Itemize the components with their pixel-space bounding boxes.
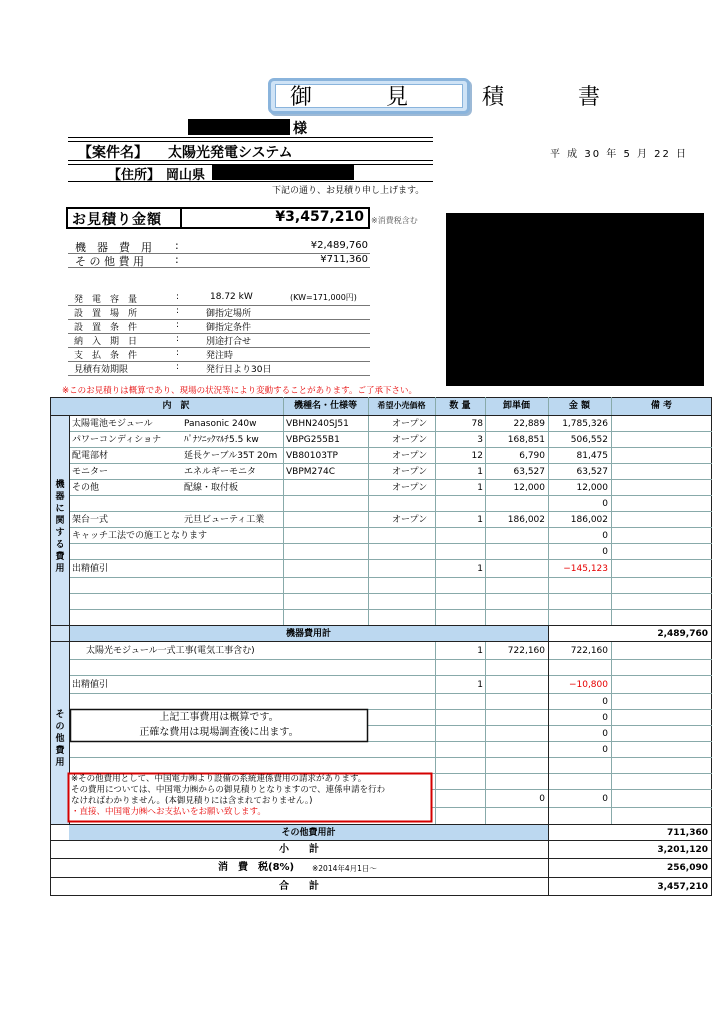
project-label: 【案件名】 <box>78 145 148 161</box>
row-amount: 1,785,326 <box>562 419 608 429</box>
row-amount: 0 <box>602 499 608 509</box>
other-total-label: その他費用計 <box>281 828 336 838</box>
redacted-recipient <box>188 119 290 135</box>
row-qty: 1 <box>477 467 483 477</box>
row-spec: 元旦ビューティ工業 <box>184 515 265 525</box>
grid-row-unit: 0 <box>539 794 545 804</box>
spec-colon: : <box>176 348 180 358</box>
tax-sub-label: ※2014年4月1日〜 <box>312 864 377 873</box>
disclaimer: ※このお見積りは概算であり、現場の状況等により変動することがあります。ご了承下さい。 <box>62 386 417 396</box>
estimate-amount: ¥3,457,210 <box>275 209 364 225</box>
row-model: VBPM274C <box>286 467 335 477</box>
total-value: 3,457,210 <box>657 882 708 892</box>
row-name: 太陽電池モジュール <box>72 419 153 429</box>
row-amount: 0 <box>602 547 608 557</box>
equipment-cost-colon: : <box>175 239 179 252</box>
header-note: 備 考 <box>650 401 673 411</box>
grid-note-line1: ※その他費用として、中国電力㈱より設備の系統連係費用の請求があります。 <box>71 774 367 784</box>
row-name: 出精値引 <box>72 564 109 574</box>
spec-colon: : <box>176 334 180 344</box>
title-frame <box>268 78 627 114</box>
row-unit: 12,000 <box>513 483 545 493</box>
row-amount: 186,002 <box>570 515 608 525</box>
row-qty: 1 <box>477 564 483 574</box>
estimate-note-line1: 上記工事費用は概算です。 <box>159 712 279 723</box>
spec-label: 設 置 条 件 <box>74 323 138 333</box>
row-name: 架台一式 <box>72 515 109 525</box>
row-name: キャッチ工法での施工となります <box>72 531 208 541</box>
row-amount: 506,552 <box>570 435 608 445</box>
project-name: 太陽光発電システム <box>168 145 293 161</box>
spec-label: 支 払 条 件 <box>74 351 138 361</box>
row-model: VBHN240SJ51 <box>286 419 349 429</box>
estimate-table <box>50 397 712 896</box>
header-amount: 金 額 <box>568 401 591 411</box>
spec-colon: : <box>176 292 180 302</box>
spec-value: 18.72 kW <box>210 292 253 302</box>
equipment-cost-value: ¥2,489,760 <box>310 240 368 251</box>
row-unit: 22,889 <box>513 419 545 429</box>
spec-label: 設 置 場 所 <box>74 309 138 319</box>
spec-row <box>68 348 370 362</box>
row-amount: 0 <box>602 697 608 707</box>
header-model: 機種名・仕様等 <box>293 401 357 411</box>
redacted-address <box>212 165 354 180</box>
spec-row <box>68 320 370 334</box>
equipment-total-label: 機器費用計 <box>285 629 331 639</box>
row-amount: −145,123 <box>563 564 608 574</box>
row-qty: 78 <box>471 419 483 429</box>
row-spec: エネルギーモニタ <box>184 467 257 477</box>
other-total-value: 711,360 <box>667 828 708 838</box>
row-name: その他 <box>72 483 100 493</box>
other-cost-colon: : <box>175 253 179 266</box>
estimate-note-line2: 正確な費用は現場調査後に出ます。 <box>139 727 299 738</box>
row-qty: 1 <box>477 646 483 656</box>
grid-row-amount: 0 <box>602 794 608 804</box>
spec-row <box>68 362 370 376</box>
spec-label: 納 入 期 日 <box>74 337 138 347</box>
divider <box>68 181 433 182</box>
other-cost-value: ¥711,360 <box>320 254 368 265</box>
header-item: 内 訳 <box>162 401 190 411</box>
tax-label: 消 費 税(8%) <box>218 862 295 873</box>
row-spec: Panasonic 240w <box>184 419 257 429</box>
row-name: 太陽光モジュール一式工事(電気工事含む) <box>86 646 255 656</box>
spec-value: 発注時 <box>206 351 234 361</box>
row-spec: 延長ケーブル35T 20m <box>184 451 278 461</box>
row-msrp: オープン <box>392 419 428 429</box>
spec-row <box>68 292 370 306</box>
row-amount: 0 <box>602 745 608 755</box>
spec-list <box>68 292 370 376</box>
row-spec: 配線・取付板 <box>184 483 239 493</box>
issue-date: 平 成 30 年 5 月 22 日 <box>550 149 689 160</box>
row-unit: 63,527 <box>513 467 545 477</box>
header-unit-price: 卸単価 <box>502 401 530 411</box>
row-amount: 0 <box>602 713 608 723</box>
spec-label: 見積有効期限 <box>74 365 129 375</box>
row-unit: 168,851 <box>507 435 545 445</box>
spec-row <box>68 334 370 348</box>
redacted-image <box>446 213 704 386</box>
row-model: VB80103TP <box>286 451 338 461</box>
row-unit: 186,002 <box>507 515 545 525</box>
equipment-cost-label: 機 器 費 用 <box>75 241 152 254</box>
row-name: パワーコンディショナ <box>72 435 162 445</box>
row-amount: 63,527 <box>576 467 608 477</box>
row-name: 配電部材 <box>72 451 109 461</box>
spec-value: 御指定条件 <box>206 323 252 333</box>
row-amount: 81,475 <box>576 451 608 461</box>
header-qty: 数 量 <box>449 401 471 411</box>
row-qty: 12 <box>471 451 483 461</box>
row-qty: 1 <box>477 483 483 493</box>
row-amount: −10,800 <box>568 680 608 690</box>
row-model: VBPG255B1 <box>286 435 340 445</box>
row-qty: 1 <box>477 680 483 690</box>
spec-extra: (KW=171,000円) <box>290 293 357 302</box>
equipment-total-value: 2,489,760 <box>657 629 708 639</box>
grid-note-line3: なければわかりません。(本御見積りには含まれておりません。) <box>71 796 313 806</box>
address-value: 岡山県 <box>166 168 206 183</box>
row-amount: 0 <box>602 531 608 541</box>
estimate-box-divider <box>180 207 182 229</box>
spec-colon: : <box>176 320 180 330</box>
row-amount: 722,160 <box>570 646 608 656</box>
header-msrp: 希望小売価格 <box>377 401 426 410</box>
row-msrp: オープン <box>392 435 428 445</box>
other-side-label: その他費用 <box>55 710 65 768</box>
row-msrp: オープン <box>392 483 428 493</box>
tax-included-note: ※消費税含む <box>371 216 418 225</box>
tax-value: 256,090 <box>667 863 708 873</box>
document-title: 御 見 積 書 <box>275 84 463 108</box>
subtotal-value: 3,201,120 <box>657 845 708 855</box>
row-msrp: オープン <box>392 467 428 477</box>
spec-colon: : <box>176 362 180 372</box>
estimate-label: お見積り金額 <box>72 212 162 228</box>
row-qty: 1 <box>477 515 483 525</box>
spec-colon: : <box>176 306 180 316</box>
honorific: 様 <box>293 121 307 137</box>
address-label: 【住所】 <box>108 168 161 183</box>
grid-note-line4: ・直接、中国電力㈱へお支払いをお願い致します。 <box>71 807 266 817</box>
spec-label: 発 電 容 量 <box>74 295 138 305</box>
spec-value: 御指定場所 <box>206 309 252 319</box>
row-name: モニター <box>72 467 109 477</box>
row-qty: 3 <box>477 435 483 445</box>
row-msrp: オープン <box>392 515 428 525</box>
row-unit: 722,160 <box>507 646 545 656</box>
row-name: 出精値引 <box>72 680 109 690</box>
total-label: 合 計 <box>279 881 319 892</box>
spec-row <box>68 306 370 320</box>
row-amount: 12,000 <box>576 483 608 493</box>
spec-value: 発行日より30日 <box>206 365 272 375</box>
row-msrp: オープン <box>392 451 428 461</box>
subtotal-label: 小 計 <box>279 844 319 855</box>
other-cost-label: そ の 他 費 用 <box>75 255 144 268</box>
divider <box>68 267 370 268</box>
row-unit: 6,790 <box>519 451 545 461</box>
row-amount: 0 <box>602 729 608 739</box>
spec-value: 別途打合せ <box>206 337 252 347</box>
grid-note-line2: その費用については、中国電力㈱からの御見積りとなりますので、連係申請を行わ <box>71 785 386 795</box>
intro-text: 下記の通り、お見積り申し上げます。 <box>272 186 425 196</box>
row-spec: ﾊﾟﾅｿﾆｯｸﾏﾙﾁ5.5 kw <box>184 435 259 445</box>
equipment-side-label: 機器に関する費用 <box>55 480 65 574</box>
